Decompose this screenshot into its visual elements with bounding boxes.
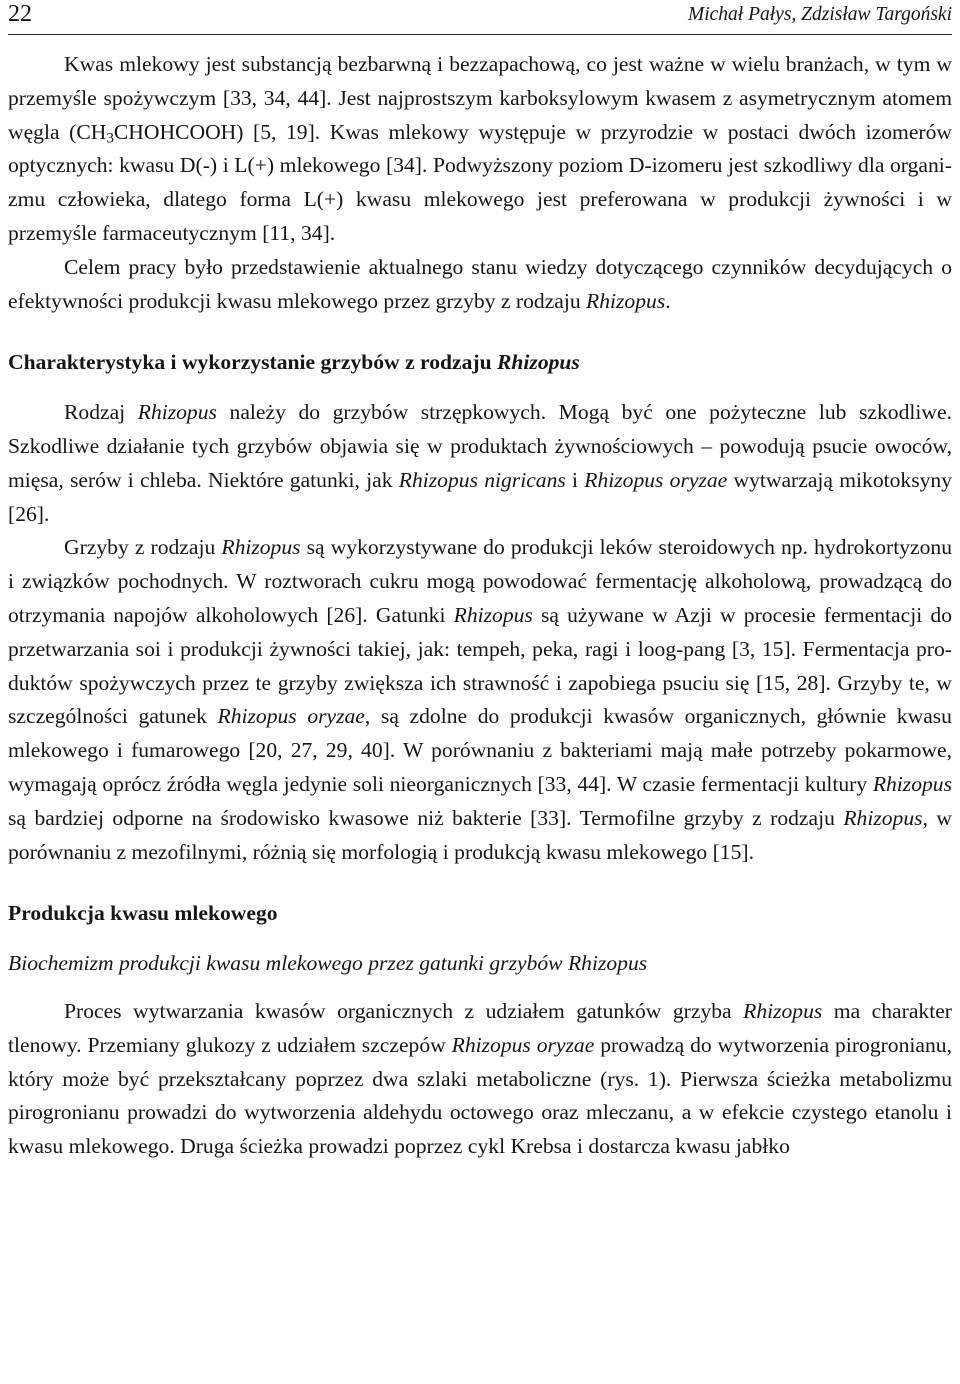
intro-paragraph-1: Kwas mlekowy jest substancją bezbarwną i bezzapachową, co jest ważne w wielu branżach, w tym w przemyśle spożywczym [33, 34, 44]. Jest najprostszym karboksylowym kwasem z asymetrycznym atomem węgla $(CH_3CHOHCOOH)$ [5, 19]. Kwas mlekowy występuje w przyrodzie w postaci dwóch izomerów optycznych: kwasu D(-) i L(+) mlekowego [34]. Podwyższony poziom D-izomeru jest szkodliwy dla organizmu człowieka, dlatego forma L(+) kwasu mlekowego jest preferowana w produkcji żywności i w przemyśle farmaceutycznym [11, 34]. (8, 52, 952, 245)
production-paragraph-1: Proces wytwarzania kwasów organicznych z udziałem gatunków grzyba Rhizopus ma charakter tlenowy. Przemiany glukozy z udziałem szczepów Rhizopus oryzae prowadzą do wytworzenia pirogronianu, który może być przekształcany poprzez dwa szlaki metaboliczne (rys. 1). Pierwsza ścieżka metabolizmu pirogronianu prowadzi do wytworzenia aldehydu octowego oraz mleczanu, a w efekcie czystego etanolu i kwasu mlekowego. Druga ścieżka prowadzi poprzez cykl Krebsa i dostarcza kwasu jabłko (8, 998, 952, 1159)
running-head-authors: Michał Pałys, Zdzisław Targoński (687, 4, 952, 25)
subscript-3: 3 (106, 129, 114, 146)
section-heading-characteristics: Charakterystyka i wykorzystanie grzybów z rodzaju Rhizopus (8, 350, 580, 375)
section-heading-production: Produkcja kwasu mlekowego (8, 901, 278, 926)
page-header (8, 0, 952, 35)
page-number: 22 (8, 1, 32, 27)
characteristics-paragraph-2: Grzyby z rodzaju Rhizopus są wykorzystywane do produkcji leków steroidowych np. hydrokortyzonu i związków pochodnych. W roztworach cukru mogą powodować fermentację alkoholową, prowadzącą do otrzymania napojów alkoholowych [26]. Gatunki Rhizopus są używane w Azji w procesie fermentacji do przetwarzania soi i produkcji żywności takiej, jak: tempeh, peka, ragi i loog-pang [3, 15]. Fermentacja produktów spożywczych przez te grzyby zwiększa ich strawność i zapobiega psuciu się [15, 28]. Grzyby te, w szczególności gatunek Rhizopus oryzae, są zdolne do produkcji kwasów organicznych, głównie kwasu mlekowego i fumarowego [20, 27, 29, 40]. W porównaniu z bakteriami mają małe potrzeby pokarmowe, wymagają oprócz źródła węgla jedynie soli nieorganicznych [33, 44]. W czasie fermentacji kultury Rhizopus są bardziej odporne na środowisko kwasowe niż bakterie [33]. Termofilne grzyby z rodzaju Rhizopus, w porównaniu z mezofilnymi, różnią się morfologią i produkcją kwasu mlekowego [15]. (8, 535, 952, 864)
intro-paragraph-2: Celem pracy było przedstawienie aktualnego stanu wiedzy dotyczącego czynników decydujących o efektywności produkcji kwasu mlekowego przez grzyby z rodzaju Rhizopus. (8, 254, 952, 313)
article-body (8, 48, 952, 1164)
characteristics-paragraph-1: Rodzaj Rhizopus należy do grzybów strzępkowych. Mogą być one pożyteczne lub szkodliwe. Szkodliwe działanie tych grzybów objawia się w produktach żywnościowych – powodują psucie owoców, mięsa, serów i chleba. Niektóre gatunki, jak Rhizopus nigricans i Rhizopus oryzae wytwarzają mikotoksyny [26]. (8, 400, 952, 526)
subsection-heading-biochemistry: Biochemizm produkcji kwasu mlekowego przez gatunki grzybów Rhizopus (8, 951, 648, 976)
